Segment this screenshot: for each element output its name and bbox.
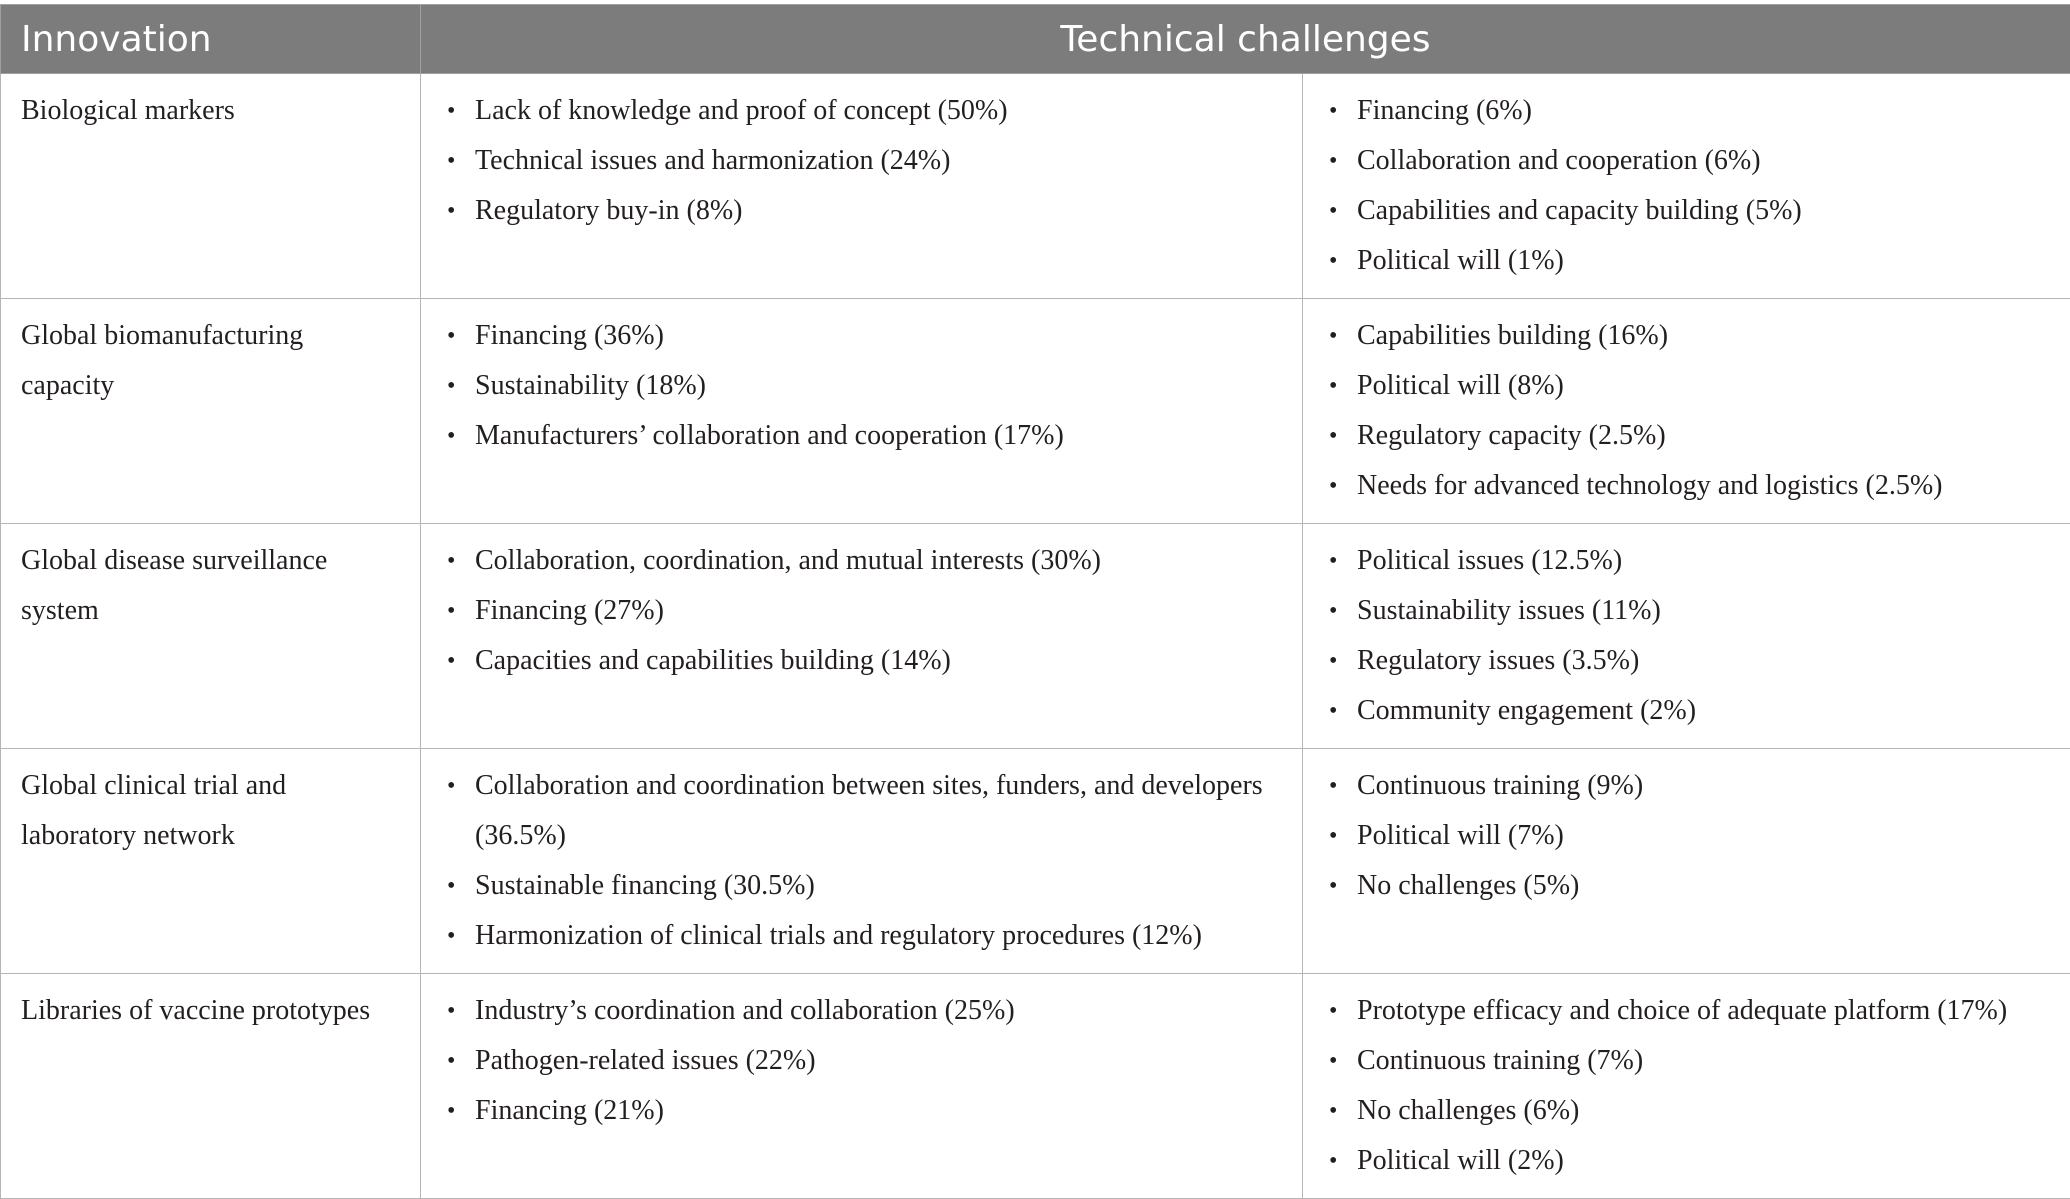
list-item [441, 586, 1282, 636]
challenge-text: Manufacturers’ collaboration and cooperation (17%) [475, 420, 1064, 451]
list-item [441, 536, 1282, 586]
innovation-cell: Libraries of vaccine prototypes [1, 974, 421, 1199]
challenge-text: No challenges (5%) [1357, 870, 1579, 901]
list-item [1323, 636, 2050, 686]
challenge-list [1323, 761, 2050, 911]
bullet-icon: • [1329, 986, 1337, 1036]
challenge-text: Collaboration, coordination, and mutual interests (30%) [475, 545, 1101, 576]
challenges-cell-right [1303, 299, 2070, 524]
bullet-icon: • [447, 586, 455, 636]
challenge-text: Regulatory buy-in (8%) [475, 195, 743, 226]
list-item [1323, 1036, 2050, 1086]
list-item [441, 311, 1282, 361]
list-item [441, 136, 1282, 186]
challenge-list [1323, 311, 2050, 511]
list-item [1323, 86, 2050, 136]
list-item [441, 1036, 1282, 1086]
bullet-icon: • [447, 761, 455, 811]
challenge-text: Sustainability (18%) [475, 370, 706, 401]
challenge-text: Political will (1%) [1357, 245, 1564, 276]
challenge-text: Prototype efficacy and choice of adequate platform (17%) [1357, 995, 2007, 1026]
list-item [1323, 1086, 2050, 1136]
bullet-icon: • [1329, 811, 1337, 861]
challenge-text: Capabilities building (16%) [1357, 320, 1668, 351]
challenge-text: Financing (21%) [475, 1095, 664, 1126]
challenge-text: Continuous training (9%) [1357, 770, 1643, 801]
header-innovation: Innovation [1, 5, 421, 74]
table-row [1, 524, 2070, 749]
list-item [1323, 761, 2050, 811]
bullet-icon: • [1329, 136, 1337, 186]
challenge-text: Sustainability issues (11%) [1357, 595, 1661, 626]
header-technical-challenges: Technical challenges [421, 5, 2070, 74]
bullet-icon: • [1329, 86, 1337, 136]
list-item [1323, 586, 2050, 636]
innovation-cell: Global biomanufacturing capacity [1, 299, 421, 524]
bullet-icon: • [1329, 636, 1337, 686]
bullet-icon: • [447, 986, 455, 1036]
list-item [441, 361, 1282, 411]
bullet-icon: • [447, 861, 455, 911]
challenge-text: Pathogen-related issues (22%) [475, 1045, 816, 1076]
challenge-text: Industry’s coordination and collaboration (25%) [475, 995, 1015, 1026]
list-item [441, 761, 1282, 861]
bullet-icon: • [447, 1036, 455, 1086]
bullet-icon: • [447, 636, 455, 686]
challenges-table [0, 4, 2070, 1199]
bullet-icon: • [1329, 186, 1337, 236]
challenge-text: Regulatory issues (3.5%) [1357, 645, 1639, 676]
challenges-cell-right [1303, 524, 2070, 749]
challenge-text: Capacities and capabilities building (14%) [475, 645, 951, 676]
bullet-icon: • [447, 86, 455, 136]
challenge-text: Political will (8%) [1357, 370, 1564, 401]
challenges-cell-left [421, 299, 1303, 524]
list-item [1323, 186, 2050, 236]
list-item [1323, 536, 2050, 586]
list-item [1323, 461, 2050, 511]
challenge-list [441, 311, 1282, 461]
list-item [441, 911, 1282, 961]
challenge-text: Continuous training (7%) [1357, 1045, 1643, 1076]
table-row [1, 749, 2070, 974]
challenge-text: Financing (6%) [1357, 95, 1532, 126]
challenge-list [1323, 536, 2050, 736]
list-item [441, 411, 1282, 461]
challenges-cell-right [1303, 974, 2070, 1199]
challenges-cell-right [1303, 74, 2070, 299]
innovation-cell: Biological markers [1, 74, 421, 299]
challenge-text: Collaboration and cooperation (6%) [1357, 145, 1761, 176]
bullet-icon: • [447, 186, 455, 236]
challenge-text: Regulatory capacity (2.5%) [1357, 420, 1666, 451]
bullet-icon: • [1329, 361, 1337, 411]
table-row [1, 74, 2070, 299]
bullet-icon: • [447, 1086, 455, 1136]
bullet-icon: • [1329, 861, 1337, 911]
challenge-text: Technical issues and harmonization (24%) [475, 145, 950, 176]
challenge-list [1323, 86, 2050, 286]
list-item [1323, 311, 2050, 361]
bullet-icon: • [447, 361, 455, 411]
challenge-list [441, 86, 1282, 236]
bullet-icon: • [1329, 536, 1337, 586]
bullet-icon: • [1329, 686, 1337, 736]
list-item [1323, 686, 2050, 736]
list-item [441, 636, 1282, 686]
bullet-icon: • [1329, 586, 1337, 636]
bullet-icon: • [447, 411, 455, 461]
challenge-text: Community engagement (2%) [1357, 695, 1696, 726]
bullet-icon: • [447, 536, 455, 586]
challenges-cell-left [421, 74, 1303, 299]
challenges-cell-right [1303, 749, 2070, 974]
bullet-icon: • [1329, 461, 1337, 511]
challenge-text: No challenges (6%) [1357, 1095, 1579, 1126]
list-item [441, 86, 1282, 136]
challenge-text: Needs for advanced technology and logistics (2.5%) [1357, 470, 1942, 501]
challenge-text: Political will (7%) [1357, 820, 1564, 851]
challenge-text: Lack of knowledge and proof of concept (50%) [475, 95, 1008, 126]
table-row [1, 299, 2070, 524]
challenges-cell-left [421, 749, 1303, 974]
list-item [1323, 811, 2050, 861]
bullet-icon: • [447, 136, 455, 186]
list-item [441, 986, 1282, 1036]
bullet-icon: • [1329, 1136, 1337, 1186]
challenge-text: Capabilities and capacity building (5%) [1357, 195, 1802, 226]
challenges-cell-left [421, 974, 1303, 1199]
list-item [441, 861, 1282, 911]
bullet-icon: • [1329, 411, 1337, 461]
table-header-row [1, 5, 2070, 74]
list-item [1323, 986, 2050, 1036]
bullet-icon: • [447, 311, 455, 361]
list-item [1323, 861, 2050, 911]
challenges-cell-left [421, 524, 1303, 749]
challenge-list [441, 536, 1282, 686]
list-item [1323, 411, 2050, 461]
challenge-text: Harmonization of clinical trials and regulatory procedures (12%) [475, 920, 1202, 951]
bullet-icon: • [1329, 236, 1337, 286]
challenge-text: Political will (2%) [1357, 1145, 1564, 1176]
innovation-cell: Global disease surveillance system [1, 524, 421, 749]
bullet-icon: • [1329, 311, 1337, 361]
bullet-icon: • [1329, 1086, 1337, 1136]
list-item [441, 186, 1282, 236]
bullet-icon: • [1329, 1036, 1337, 1086]
list-item [1323, 236, 2050, 286]
challenge-list [441, 761, 1282, 961]
challenge-text: Sustainable financing (30.5%) [475, 870, 815, 901]
challenge-text: Financing (36%) [475, 320, 664, 351]
list-item [1323, 361, 2050, 411]
list-item [1323, 136, 2050, 186]
bullet-icon: • [1329, 761, 1337, 811]
innovation-cell: Global clinical trial and laboratory network [1, 749, 421, 974]
bullet-icon: • [447, 911, 455, 961]
challenge-text: Political issues (12.5%) [1357, 545, 1622, 576]
list-item [1323, 1136, 2050, 1186]
challenge-list [1323, 986, 2050, 1186]
table-row [1, 974, 2070, 1199]
challenge-text: Financing (27%) [475, 595, 664, 626]
challenge-list [441, 986, 1282, 1136]
list-item [441, 1086, 1282, 1136]
challenge-text: Collaboration and coordination between sites, funders, and developers (36.5%) [475, 770, 1263, 851]
